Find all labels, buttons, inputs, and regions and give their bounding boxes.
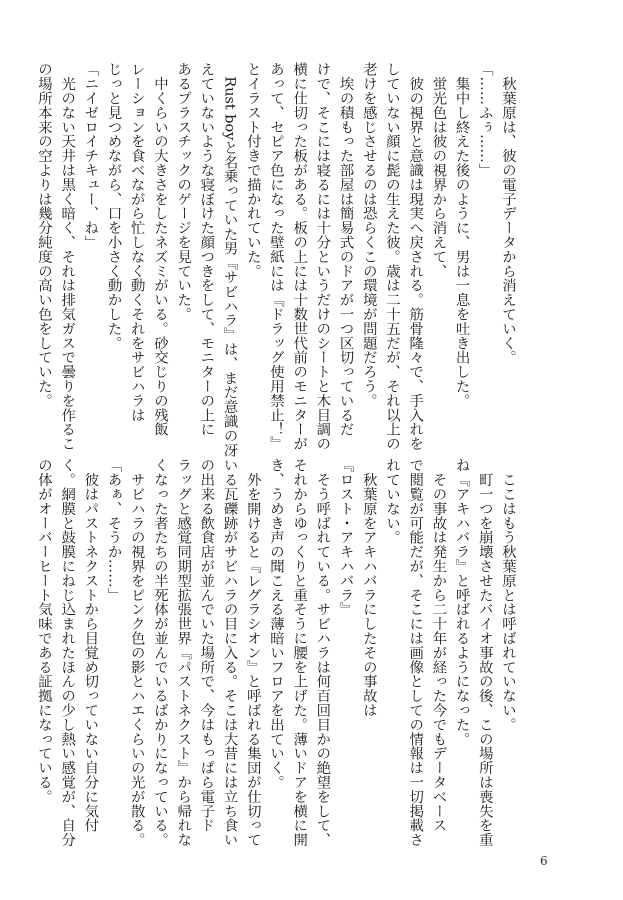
- text-line: あって、セピア色になった壁紙には『ドラッグ使用禁止！』: [267, 62, 284, 451]
- text-line: く。網膜と鼓膜にねじ込まれたほんの少し熱い感覚が、自分: [59, 458, 76, 847]
- text-line: 秋葉原は、彼の電子データから消えていく。: [500, 62, 516, 365]
- text-line: それからゆっくりと重そうに腰を上げた。薄いドアを横に開: [291, 458, 308, 847]
- text-line: Rust boyと名乗っていた男『サビハラ』は、まだ意識の冴: [221, 62, 238, 458]
- text-line: えていないような寝ぼけた顔つきをして、モニターの上に: [198, 62, 215, 437]
- text-line: あるプラスチックのゲージを見ていた。: [175, 62, 192, 322]
- text-line: 光のない天井は黒く暗く、それは排気ガスで曇りを作るこ: [59, 62, 76, 451]
- text-line: ここはもう秋葉原とは呼ばれていない。: [500, 458, 516, 732]
- page-number: 6: [540, 854, 548, 868]
- text-line: の体がオーバーヒート気味である証拠になっている。: [35, 458, 52, 804]
- text-line: れていない。: [383, 458, 400, 545]
- text-line: ラッグと感覚同期型拡張世界『パストネクスト』から帰れな: [175, 458, 192, 847]
- text-line: ね『アキハバラ』と呼ばれるようになった。: [453, 458, 470, 746]
- text-line: いる瓦礫跡がサビハラの目に入る。そこは大昔には立ち食い: [221, 458, 238, 847]
- text-line: 集中し終えた後のように、男は一息を吐き出した。: [453, 62, 470, 408]
- text-line: 「あぁ、そうか……」: [105, 458, 122, 602]
- text-block-bottom: [32, 458, 519, 847]
- text-line: 中くらいの大きさをしたネズミがいる。砂交じりの残飯: [151, 62, 168, 437]
- text-line: じっと見つめながら、口を小さく動かした。: [105, 62, 122, 350]
- text-line: 『ロスト・アキハバラ』: [337, 458, 354, 617]
- text-line: 「……ふぅ……」: [476, 62, 493, 178]
- text-line: 彼の視界と意識は現実へ戻される。筋骨隆々で、手入れを: [407, 62, 424, 451]
- text-line: の場所本来の空よりは幾分純度の高い色をしていた。: [35, 62, 52, 408]
- text-line: 彼はパストネクストから目覚め切っていない自分に気付: [82, 458, 99, 833]
- text-line: き、うめき声の聞こえる薄暗いフロアを出ていく。: [267, 458, 284, 790]
- text-line: レーションを食べながら忙しなく動くそれをサビハラは: [128, 62, 145, 422]
- text-line: けで、そこには寝るには十分というだけのシートと木目調の: [314, 62, 331, 451]
- text-line: 町一つを崩壊させたバイオ事故の後、この場所は喪失を重: [476, 458, 493, 847]
- text-line: くなった者たちの半死体が並んでいるばかりになっている。: [151, 458, 168, 847]
- text-block-top: [32, 62, 519, 458]
- text-line: サビハラの視界をピンク色の影とハエくらいの光が散る。: [128, 458, 145, 847]
- text-line: 横に仕切った板がある。板の上には十数世代前のモニターが: [291, 62, 308, 451]
- text-line: していない顔に髭の生えた彼。歳は二十五だが、それ以上の: [383, 62, 400, 451]
- text-line: で閲覧が可能だが、そこには画像としての情報は一切掲載さ: [407, 458, 424, 847]
- text-line: 外を開けると『レグラシオン』と呼ばれる集団が仕切って: [244, 458, 261, 847]
- text-line: 「ニイゼロイチキュー、ね」: [82, 62, 99, 250]
- text-line: とイラスト付きで描かれていた。: [244, 62, 261, 278]
- text-line: そう呼ばれている。サビハラは何百回目かの絶望をして、: [314, 458, 331, 847]
- text-line: 老けを感じさせるのは恐らくこの環境が問題だろう。: [360, 62, 377, 408]
- text-line: 秋葉原をアキハバラにしたその事故は: [360, 458, 377, 718]
- text-line: 埃の積もった部屋は簡易式のドアが一つ区切っているだ: [337, 62, 354, 437]
- text-line: の出来る飲食店が並んでいた場所で、今はもっぱら電子ド: [198, 458, 215, 833]
- text-line: その事故は発生から二十年が経った今でもデータベース: [430, 458, 447, 833]
- text-line: 蛍光色は彼の視界から消えて、: [430, 62, 447, 278]
